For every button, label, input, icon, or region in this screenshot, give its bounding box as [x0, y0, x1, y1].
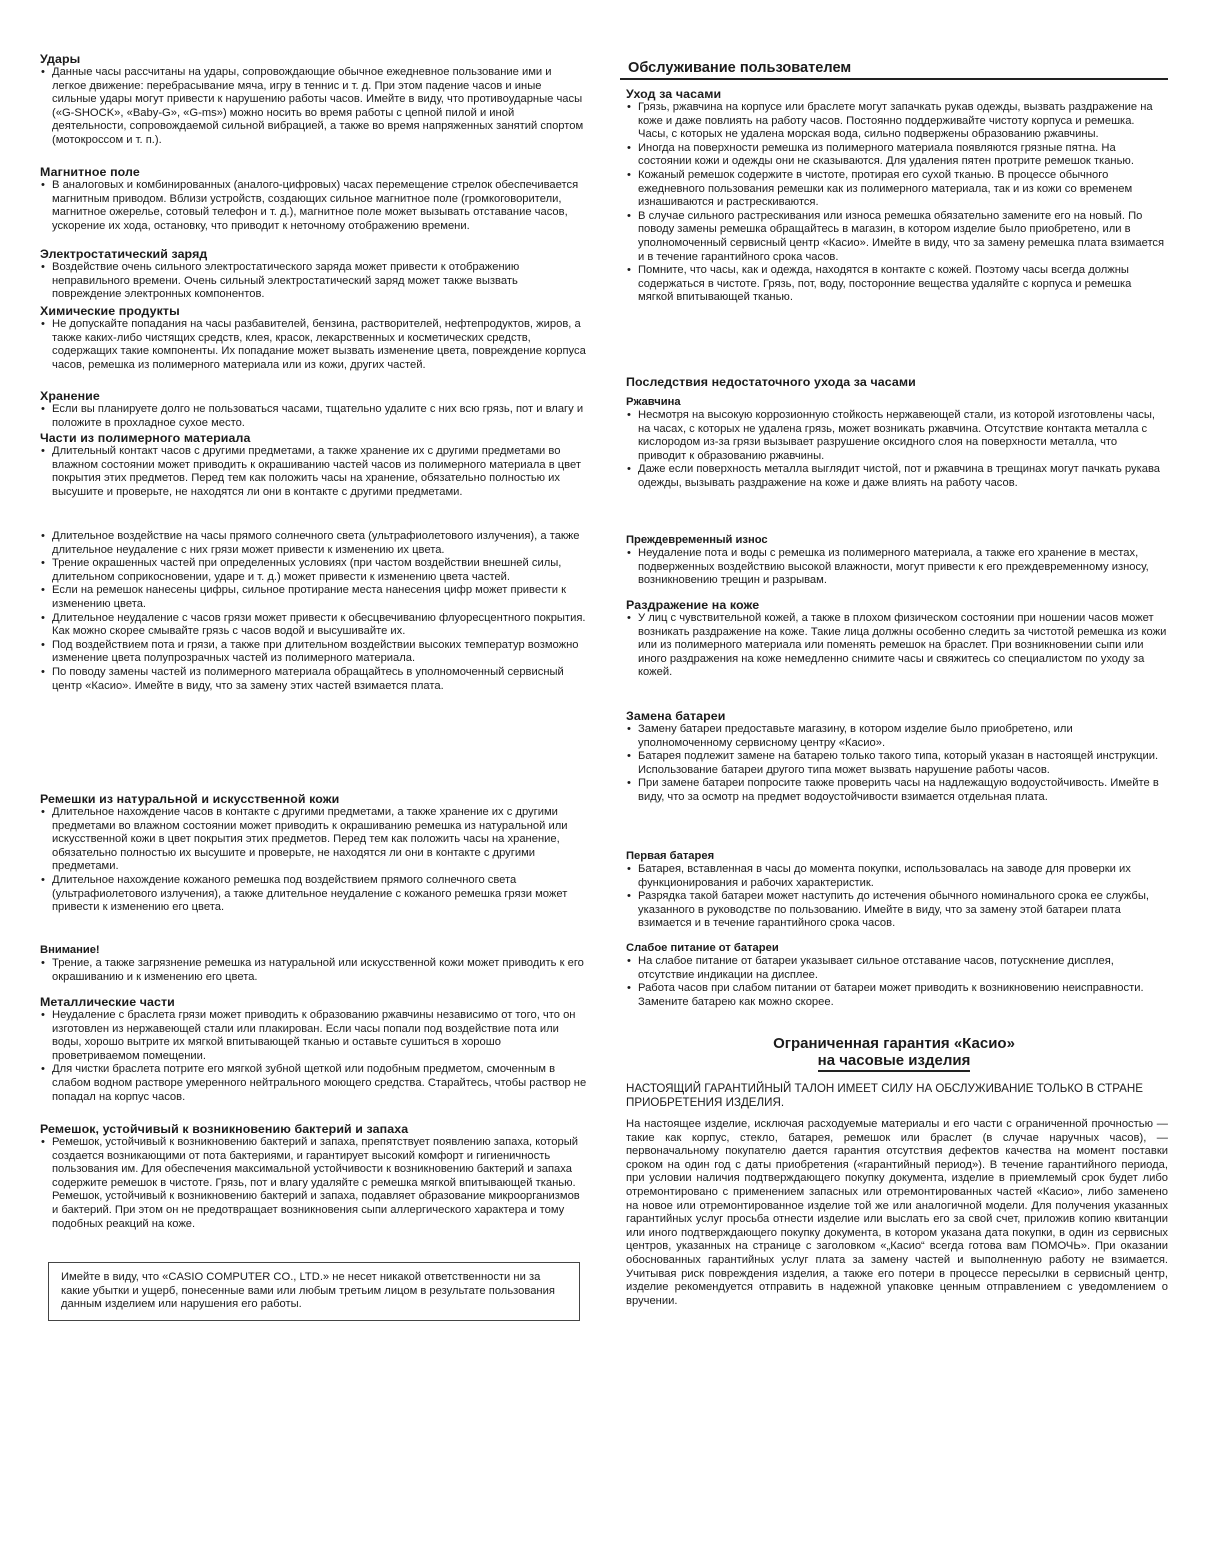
list-item: • Длительное воздействие на часы прямого солнечного света (ультрафиолетового излучения), а также длительное неудаление с них грязи может привести к изменению их цвета.: [40, 530, 588, 557]
warranty-title-line-2: на часовые изделия: [818, 1052, 971, 1072]
section-title: Металлические части: [40, 995, 175, 1009]
bullet-list: [40, 261, 588, 302]
section-chemicals: [40, 304, 588, 372]
list-item: • Ремешок, устойчивый к возникновению бактерий и запаха, препятствует появлению запаха, который создается возникающими от пота бактериями, и гарантирует высокий комфорт и гигиеничность пользования им. Для обеспечения максимальной устойчивости к возникновению бактерий и запаха содержите ремешок в чистоте. Грязь, пот и влагу удаляйте с ремешка мягкой впитывающей тканью. Ремешок, устойчивый к возникновению бактерий и запаха, подавляет образование микроорганизмов и бактерий. При этом он не предотвращает возникновения сыпи аллергического характера и тому подобных реакций на коже.: [40, 1136, 588, 1231]
bullet-list: [626, 612, 1168, 680]
warranty-scope-notice: НАСТОЯЩИЙ ГАРАНТИЙНЫЙ ТАЛОН ИМЕЕТ СИЛУ НА ОБСЛУЖИВАНИЕ ТОЛЬКО В СТРАНЕ ПРИОБРЕТЕНИЯ ИЗДЕЛИЯ.: [626, 1082, 1143, 1109]
list-item: • Трение окрашенных частей при определенных условиях (при частом воздействии внешней силы, длительном соприкосновении, ударе и т. д.) может привести к изменению цвета частей.: [40, 557, 588, 584]
section-title: Слабое питание от батареи: [626, 942, 779, 954]
list-item: • При замене батареи попросите также проверить часы на надлежащую водоустойчивость. Имейте в виду, что за осмотр на предмет водоустойчивости взимается отдельная плата.: [626, 777, 1168, 804]
section-magnetic-field: [40, 165, 588, 233]
warranty-title-line-1: Ограниченная гарантия «Касио»: [773, 1035, 1015, 1052]
section-title: Раздражение на коже: [626, 598, 760, 612]
section-title: Химические продукты: [40, 304, 180, 318]
bullet-list: [626, 101, 1168, 305]
bullet-list: [626, 955, 1168, 1009]
list-item: • Кожаный ремешок содержите в чистоте, протирая его сухой тканью. В процессе обычного ежедневного пользования ремешки как из полимерного материала, так и из кожи со временем изнашиваются и растрескиваются.: [626, 169, 1168, 210]
bullet-list: [626, 547, 1168, 588]
list-item: • Воздействие очень сильного электростатического заряда может привести к отображению неправильного времени. Очень сильный электростатический заряд может также вызвать повреждение электронных компонентов.: [40, 261, 588, 302]
bullet-list: [626, 863, 1168, 931]
bullet-list: [40, 957, 588, 984]
list-item: • Работа часов при слабом питании от батареи может приводить к возникновению неисправности. Замените батарею как можно скорее.: [626, 982, 1168, 1009]
list-item: • В случае сильного растрескивания или износа ремешка обязательно замените его на новый. По поводу замены ремешка обращайтесь в магазин, в котором изделие было приобретено, или в уполномоченный сервисный центр «Касио». Имейте в виду, что за замену ремешка плата взимается и в течение гарантийного срока часов.: [626, 210, 1168, 264]
bullet-list: [40, 806, 588, 915]
list-item: • Длительный контакт часов с другими предметами, а также хранение их с другими предметами во влажном состоянии может приводить к окрашиванию частей часов из полимерного материала в цвет покрытия этих предметов. Перед тем как положить часы на хранение, обязательно полностью их высушите и проверьте, не находятся ли они в контакте с другими предметами.: [40, 445, 588, 499]
list-item: • Неудаление с браслета грязи может приводить к образованию ржавчины независимо от того, что он изготовлен из нержавеющей стали или плакирован. Если часы попали под воздействие пота или воды, хорошо вытрите их мягкой впитывающей тканью и оставьте сушиться в хорошо проветриваемом помещении.: [40, 1009, 588, 1063]
section-shocks: [40, 52, 588, 148]
section-electrostatic: [40, 247, 588, 302]
section-watch-care: [626, 87, 1168, 305]
consequences-header: Последствия недостаточного ухода за часами: [626, 375, 916, 389]
list-item: • У лиц с чувствительной кожей, а также в плохом физическом состоянии при ношении часов может возникать раздражение на коже. Такие лица должны особенно следить за чистотой ремешка из кожи или из полимерного материала или поменять ремешок на браслет. При возникновении сыпи или иного раздражения на коже немедленно снимите часы и свяжитесь со специалистом по уходу за кожей.: [626, 612, 1168, 680]
bullet-list: [40, 445, 588, 499]
section-storage: [40, 389, 588, 430]
list-item: • Разрядка такой батареи может наступить до истечения обычного номинального срока ее службы, указанного в руководстве по пользованию. Имейте в виду, что за замену этой батареи плата взимается и в течение гарантийного срока часов.: [626, 890, 1168, 931]
bullet-list: [40, 318, 588, 372]
list-item: • Данные часы рассчитаны на удары, сопровождающие обычное ежедневное пользование ими и легкое движение: перебрасывание мяча, игру в теннис и т. д. При этом падение часов и иные сильные удары могут привести к нарушению работы часов. Имейте в виду, что противоударные часы («G-SHOCK», «Baby-G», «G-ms») можно носить во время работы с цепной пилой и иной деятельности, сопровождаемой сильной вибрацией, а также во время напряженных занятий спортом (мотокроссом и т. п.).: [40, 66, 588, 148]
list-item: • Если на ремешок нанесены цифры, сильное протирание места нанесения цифр может привести к изменению цвета.: [40, 584, 588, 611]
section-title: Удары: [40, 52, 81, 66]
list-item: • По поводу замены частей из полимерного материала обращайтесь в уполномоченный сервисный центр «Касио». Имейте в виду, что за замену этих частей взимается плата.: [40, 666, 588, 693]
list-item: • Для чистки браслета потрите его мягкой зубной щеткой или подобным предметом, смоченным в слабом водном растворе умеренного нейтрального моющего средства. Старайтесь, чтобы раствор не попадал на корпус часов.: [40, 1063, 588, 1104]
list-item: • Несмотря на высокую коррозионную стойкость нержавеющей стали, из которой изготовлены часы, на часах, с которых не удалена грязь, может возникать ржавчина. Отсутствие контакта металла с кислородом из-за грязи вызывает разрушение оксидного слоя на поверхности металла, что приводит к образованию ржавчины.: [626, 409, 1168, 463]
warranty-body: На настоящее изделие, исключая расходуемые материалы и его части с ограниченной прочностью — такие как корпус, стекло, батарея, ремешок или браслет (в случае наручных часов), — первоначальному покупателю дается гарантия отсутствия дефектов качества на момент поставки сроком на один год с даты приобретения («гарантийный период»). В течение гарантийного периода, при условии наличия подтверждающего покупку документа, изделие в приемлемый срок будет либо отремонтировано с применением запасных или отремонтированных частей «Касио», либо заменено на новое или отремонтированное изделие той же или аналогичной модели. Для получения указанных гарантийных услуг просьба отнести изделие или выслать его за свой счет, приложив копию квитанции или иного подтверждающего покупку документа, в котором указана дата покупки, в один из сервисных центров, указанных на странице с заголовком «„Касио“ всегда готова вам ПОМОЧЬ». При оказании обоснованных гарантийных услуг плата за замену частей и выполненную работу не взимается. Учитывая риск повреждения изделия, а также его потери в процессе пересылки в сервисный центр, изделие рекомендуется отправить в надежной упаковке ценным отправлением с уведомлением о вручении.: [626, 1118, 1168, 1307]
section-rust: [626, 395, 1168, 491]
section-title: Ржавчина: [626, 396, 681, 408]
section-premature-wear: [626, 533, 1168, 588]
bullet-list: [626, 409, 1168, 491]
bullet-list: [40, 403, 588, 430]
section-attention: [40, 943, 588, 984]
bullet-list: [40, 66, 588, 148]
section-title: Ремешки из натуральной и искусственной кожи: [40, 792, 340, 806]
list-item: • Помните, что часы, как и одежда, находятся в контакте с кожей. Поэтому часы всегда должны содержаться в чистоте. Грязь, пот, воду, посторонние вещества удаляйте с корпуса и ремешка мягкой впитывающей тканью.: [626, 264, 1168, 305]
section-title: Преждевременный износ: [626, 534, 768, 546]
section-first-battery: [626, 849, 1168, 931]
section-title: Ремешок, устойчивый к возникновению бактерий и запаха: [40, 1122, 409, 1136]
section-leather-straps: [40, 792, 588, 915]
list-item: • Длительное неудаление с часов грязи может привести к обесцвечиванию флуоресцентного покрытия. Как можно скорее смывайте грязь с часов водой и высушивайте их.: [40, 612, 588, 639]
section-title: Магнитное поле: [40, 165, 140, 179]
list-item: • Батарея подлежит замене на батарею только такого типа, который указан в настоящей инструкции. Использование батареи другого типа может вызвать нарушение работы часов.: [626, 750, 1168, 777]
list-item: • В аналоговых и комбинированных (аналого-цифровых) часах перемещение стрелок обеспечивается магнитным приводом. Вблизи устройств, создающих сильное магнитное поле (громкоговорители, магнитное ожерелье, сотовый телефон и т. д.), магнитное поле может вызывать отставание часов, ускорение их хода, остановку, что приводит к неточному отображению времени.: [40, 179, 588, 233]
list-item: • Длительное нахождение кожаного ремешка под воздействием прямого солнечного света (ультрафиолетового излучения), а также длительное неудаление с кожаного ремешка грязи может привести к изменению его цвета.: [40, 874, 588, 915]
list-item: • Трение, а также загрязнение ремешка из натуральной или искусственной кожи может приводить к его окрашиванию и к изменению его цвета.: [40, 957, 588, 984]
section-battery-replacement: [626, 709, 1168, 805]
section-title: Внимание!: [40, 944, 100, 956]
bullet-list: [40, 179, 588, 233]
section-title: Замена батареи: [626, 709, 726, 723]
list-item: • Не допускайте попадания на часы разбавителей, бензина, растворителей, нефтепродуктов, жиров, а также каких-либо чистящих средств, клея, красок, лекарственных и косметических средств, содержащих такие компоненты. Их попадание может вызвать изменение цвета, повреждение корпуса часов, ремешка из полимерного материала или из кожи, других частей.: [40, 318, 588, 372]
list-item: • На слабое питание от батареи указывает сильное отставание часов, потускнение дисплея, отсутствие индикации на дисплее.: [626, 955, 1168, 982]
section-metal-parts: [40, 995, 588, 1104]
list-item: • Батарея, вставленная в часы до момента покупки, использовалась на заводе для проверки их функционирования и рабочих характеристик.: [626, 863, 1168, 890]
list-item: • Замену батареи предоставьте магазину, в котором изделие было приобретено, или уполномоченному сервисному центру «Касио».: [626, 723, 1168, 750]
list-item: • Иногда на поверхности ремешка из полимерного материала появляются грязные пятна. На состоянии кожи и одежды они не сказываются. Для удаления пятен протрите ремешок тканью.: [626, 142, 1168, 169]
bullet-list: [626, 723, 1168, 805]
list-item: • Даже если поверхность металла выглядит чистой, пот и ржавчина в трещинах могут пачкать рукава одежды, вызывать раздражение на коже и даже влиять на работу часов.: [626, 463, 1168, 490]
section-polymer-parts-continued: [40, 530, 588, 693]
section-antibacterial-strap: [40, 1122, 588, 1231]
section-title: Первая батарея: [626, 850, 715, 862]
section-title: Уход за часами: [626, 87, 722, 101]
list-item: • Если вы планируете долго не пользоваться часами, тщательно удалите с них всю грязь, пот и влагу и положите в прохладное сухое место.: [40, 403, 588, 430]
section-weak-battery: [626, 941, 1168, 1009]
disclaimer-box: Имейте в виду, что «CASIO COMPUTER CO., LTD.» не несет никакой ответственности ни за какие убытки и ущерб, понесенные вами или любым третьим лицом в результате пользования данным изделием или нарушения его работы.: [48, 1262, 580, 1321]
warranty-title: [620, 1035, 1168, 1072]
service-header: Обслуживание пользователем: [620, 58, 1168, 80]
list-item: • Длительное нахождение часов в контакте с другими предметами, а также хранение их с другими предметами во влажном состоянии может приводить к окрашиванию ремешка из натуральной или искусственной кожи в цвет покрытия этих предметов. Перед тем как положить часы на хранение, обязательно полностью их высушите и проверьте, не находятся ли они в контакте с другими предметами.: [40, 806, 588, 874]
section-skin-irritation: [626, 598, 1168, 680]
list-item: • Грязь, ржавчина на корпусе или браслете могут запачкать рукав одежды, вызвать раздражение на коже и даже повлиять на работу часов. Постоянно поддерживайте чистоту корпуса и ремешка. Часы, с которых не удалена морская вода, сильно подвержены образованию ржавчины.: [626, 101, 1168, 142]
list-item: • Неудаление пота и воды с ремешка из полимерного материала, а также его хранение в местах, подверженных воздействию высокой влажности, могут привести к его преждевременному износу, возникновению трещин и разрывам.: [626, 547, 1168, 588]
section-title: Электростатический заряд: [40, 247, 208, 261]
bullet-list: [40, 530, 588, 693]
section-title: Хранение: [40, 389, 100, 403]
bullet-list: [40, 1136, 588, 1231]
section-polymer-parts: [40, 431, 588, 499]
section-title: Части из полимерного материала: [40, 431, 251, 445]
list-item: • Под воздействием пота и грязи, а также при длительном воздействии высоких температур возможно изменение цвета полупрозрачных частей из полимерного материала.: [40, 639, 588, 666]
bullet-list: [40, 1009, 588, 1104]
